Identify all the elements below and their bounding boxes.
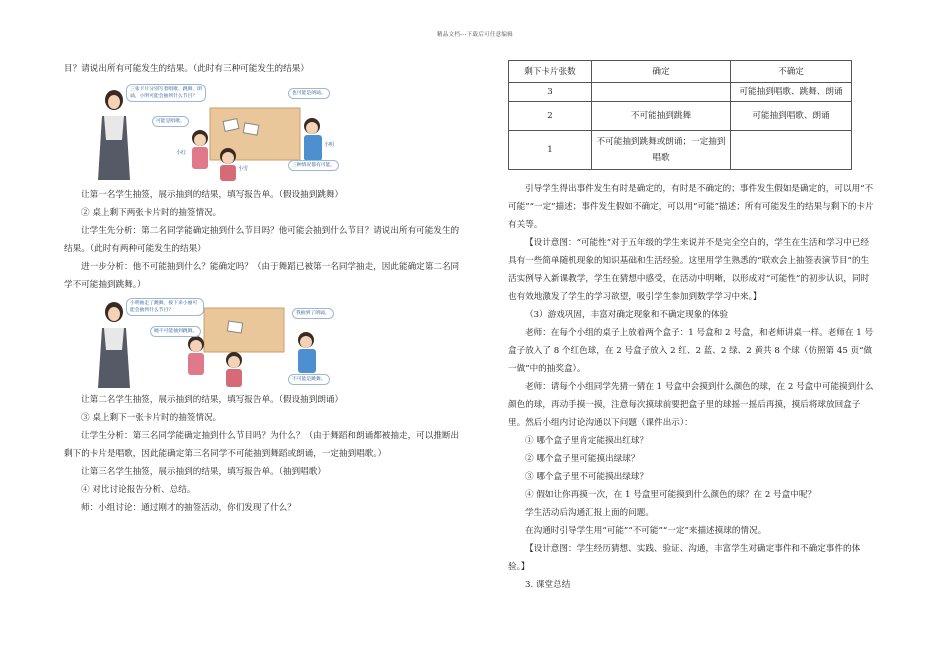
column-header: 不确定 <box>731 61 852 83</box>
paragraph: 让学生先分析：第二名同学能确定抽到什么节目吗？他可能会抽到什么节目？请说出所有可能发生的结果。（此时有两种可能发生的结果） <box>64 226 460 254</box>
table-cell: 不可能抽到跳舞或朗诵；一定抽到唱歌 <box>592 131 731 170</box>
question-item: ① 哪个盒子里肯定能摸出红球？ <box>525 436 649 446</box>
question-item: ③ 哪个盒子里不可能摸出绿球？ <box>525 472 649 482</box>
section-heading: 3. 课堂总结 <box>525 580 571 590</box>
paragraph: 进一步分析：他不可能抽到什么？能确定吗？（由于舞蹈已被第一名同学抽走，因此能确定第二名同学不可能抽到跳舞。） <box>64 262 460 290</box>
paragraph: 让第二名学生抽签，展示抽到的结果，填写报告单。（假设抽到朗诵） <box>81 395 344 405</box>
table-row <box>509 83 852 102</box>
question-item: ④ 假如让你再摸一次，在 1 号盒里可能摸到什么颜色的球？在 2 号盒中呢？ <box>525 490 817 500</box>
design-intent-note: 【设计意图：“可能性”对于五年级的学生来说并不是完全空白的，学生在生活和学习中已经具有一些简单随机现象的知识基础和生活经验。这里用学生熟悉的“联欢会上抽签表演节目”的生活实例导入新课教学，学生在猜想中感受，在活动中明晰，以形成对“可能性”的初步认识，同时也有效地激发了学生的学习欲望，吸引学生参加到数学学习中来。】 <box>508 238 870 302</box>
section-heading: （3）游戏巩固，丰富对确定现象和不确定现象的体验 <box>525 310 729 320</box>
right-column <box>508 60 876 594</box>
table-cell <box>731 131 852 170</box>
speech-bubble: 可能是唱歌。 <box>152 116 189 127</box>
paragraph: ② 桌上剩下两张卡片时的抽签情况。 <box>81 208 222 218</box>
paragraph: 让第一名学生抽签，展示抽到的结果，填写报告单。（假设抽到跳舞） <box>81 190 344 200</box>
teacher-speech-bubble: 三张卡片分别写着唱歌、跳舞、朗诵，小明可能会抽到什么节目？ <box>126 84 206 102</box>
paragraph: ③ 桌上剩下一张卡片时的抽签情况。 <box>81 413 222 423</box>
speech-bubble: 她不可能抽到跳舞。 <box>150 326 201 337</box>
paragraph: 引导学生得出事件发生有时是确定的，有时是不确定的；事件发生假如是确定的，可以用“不可能”“一定”描述；事件发生假如不确定，可以用“可能”描述；所有可能发生的结果与剩下的卡片有关等。 <box>508 184 874 230</box>
table-cell: 不可能抽到跳舞 <box>592 102 731 131</box>
page-header: 精品文档---下载后可任意编辑 <box>436 32 514 38</box>
speech-bubble: 三种情况都有可能。 <box>288 160 339 171</box>
name-label: 小明 <box>324 142 335 148</box>
table-header-row <box>509 61 852 83</box>
teacher-speech-bubble: 小明抽走了跳舞，接下来小丽可能会抽到什么节目？ <box>126 298 204 316</box>
paragraph: 师：小组讨论：通过刚才的抽签活动，你们发现了什么？ <box>81 503 296 513</box>
table-cell: 可能抽到唱歌、跳舞、朗诵 <box>731 83 852 102</box>
column-header: 剩下卡片张数 <box>509 61 592 83</box>
table-cell: 1 <box>509 131 592 170</box>
column-header: 确定 <box>592 61 731 83</box>
paragraph: 让学生分析：第三名同学能确定抽到什么节目吗？为什么？（由于舞蹈和朗诵都被抽走，可以推断出剩下的卡片是唱歌，因此能确定第三名同学不可能抽到舞蹈或朗诵，一定抽到唱歌。） <box>64 431 460 459</box>
name-label: 小雪 <box>238 166 249 172</box>
name-label: 小红 <box>176 150 187 156</box>
paragraph: 在沟通时引导学生用“可能”“不可能”“一定”来描述摸球的情况。 <box>525 526 767 536</box>
table-row <box>509 102 852 131</box>
table-cell: 3 <box>509 83 592 102</box>
paragraph: 老师：在每个小组的桌子上放着两个盒子：1 号盒和 2 号盒，和老师讲桌一样。老师在 1 号盒子放入了 8 个红色球，在 2 号盒子放入 2 红、2 蓝、2 绿、2 黄共 8 个球（仿照第 45 页“做一做”中的抽奖盒）。 <box>508 328 874 374</box>
paragraph: 老师：请每个小组同学先猜一猜在 1 号盒中会摸到什么颜色的球，在 2 号盒中可能摸到什么颜色的球，再动手摸一摸，注意每次摸球前要把盒子里的球摇一摇后再摸，摸后将球放回盒子里。然后小组内讨论沟通以下问题（课件出示）： <box>508 382 874 428</box>
design-intent-note: 【设计意图：学生经历猜想、实践、验证、沟通，丰富学生对确定事件和不确定事件的体验。】 <box>508 544 861 572</box>
speech-bubble: 我抽到了朗诵。 <box>292 308 334 319</box>
paragraph: 学生活动后沟通汇报上面的问题。 <box>525 508 654 518</box>
illustration-drawing-lots-2 <box>92 296 340 388</box>
table-cell <box>592 83 731 102</box>
table-row <box>509 131 852 170</box>
speech-bubble: 也可能是朗诵。 <box>288 88 330 99</box>
paragraph: 让第三名学生抽签，展示抽到的结果，填写报告单。（抽到唱歌） <box>81 467 326 477</box>
paragraph: ④ 对比讨论报告分析、总结。 <box>81 485 196 495</box>
left-column <box>64 60 464 517</box>
question-item: ② 哪个盒子里可能摸出绿球？ <box>525 454 640 464</box>
illustration-drawing-lots-1 <box>92 80 340 183</box>
table-cell: 可能抽到唱歌、朗诵 <box>731 102 852 131</box>
table-cell: 2 <box>509 102 592 131</box>
paragraph: 目？请说出所有可能发生的结果。（此时有三种可能发生的结果） <box>64 64 309 74</box>
report-table <box>508 60 852 170</box>
speech-bubble: 不可能是跳舞。 <box>288 374 330 385</box>
